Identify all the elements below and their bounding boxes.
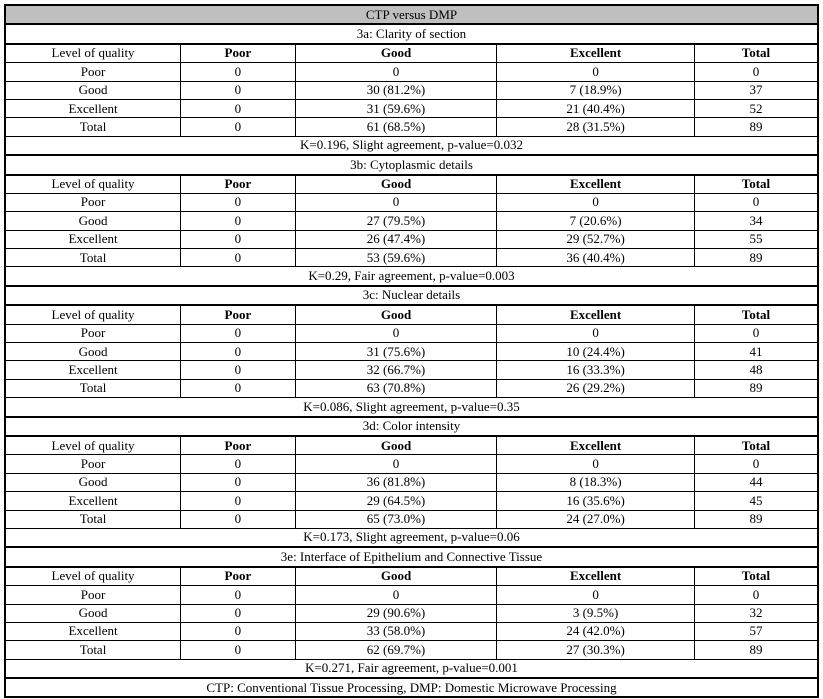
data-cell: 0 (694, 63, 818, 81)
data-cell: 0 (295, 455, 497, 473)
row-label: Good (5, 473, 181, 491)
column-header: Good (295, 175, 497, 194)
data-cell: 0 (181, 81, 296, 99)
data-cell: 29 (90.6%) (295, 604, 497, 622)
row-label: Good (5, 81, 181, 99)
data-cell: 89 (694, 118, 818, 136)
row-label: Total (5, 641, 181, 659)
data-cell: 0 (181, 379, 296, 397)
column-header: Total (694, 436, 818, 455)
row-label: Excellent (5, 492, 181, 510)
data-cell: 89 (694, 249, 818, 267)
data-cell: 41 (694, 343, 818, 361)
column-header: Good (295, 436, 497, 455)
data-cell: 32 (66.7%) (295, 361, 497, 379)
data-cell: 29 (52.7%) (497, 230, 695, 248)
column-header: Excellent (497, 567, 695, 586)
row-dimension-label: Level of quality (5, 305, 181, 324)
data-cell: 0 (497, 586, 695, 604)
data-cell: 0 (295, 63, 497, 81)
data-cell: 3 (9.5%) (497, 604, 695, 622)
row-label: Excellent (5, 361, 181, 379)
section-title: 3a: Clarity of section (5, 24, 818, 43)
data-cell: 0 (497, 455, 695, 473)
data-cell: 16 (33.3%) (497, 361, 695, 379)
section-title-row (5, 286, 818, 305)
data-cell: 0 (181, 455, 296, 473)
data-cell: 0 (181, 361, 296, 379)
section-title-row (5, 547, 818, 566)
section-title: 3e: Interface of Epithelium and Connective Tissue (5, 547, 818, 566)
table-row (5, 212, 818, 230)
stat-row (5, 267, 818, 286)
data-cell: 27 (79.5%) (295, 212, 497, 230)
table-row (5, 324, 818, 342)
row-label: Poor (5, 193, 181, 211)
data-cell: 28 (31.5%) (497, 118, 695, 136)
data-cell: 16 (35.6%) (497, 492, 695, 510)
table-row (5, 193, 818, 211)
section-title-row (5, 24, 818, 43)
column-header: Poor (181, 305, 296, 324)
kappa-stat: K=0.271, Fair agreement, p-value=0.001 (5, 659, 818, 678)
row-label: Total (5, 249, 181, 267)
row-dimension-label: Level of quality (5, 175, 181, 194)
data-cell: 57 (694, 622, 818, 640)
column-header: Good (295, 567, 497, 586)
column-header-row (5, 44, 818, 63)
data-cell: 26 (47.4%) (295, 230, 497, 248)
data-cell: 37 (694, 81, 818, 99)
column-header: Excellent (497, 44, 695, 63)
row-dimension-label: Level of quality (5, 567, 181, 586)
table-row (5, 118, 818, 136)
stat-row (5, 136, 818, 155)
data-cell: 0 (295, 324, 497, 342)
data-cell: 89 (694, 510, 818, 528)
data-cell: 63 (70.8%) (295, 379, 497, 397)
data-cell: 52 (694, 99, 818, 117)
table-body (5, 5, 818, 697)
data-cell: 0 (181, 343, 296, 361)
data-cell: 48 (694, 361, 818, 379)
data-cell: 0 (497, 63, 695, 81)
data-cell: 0 (181, 212, 296, 230)
data-cell: 24 (27.0%) (497, 510, 695, 528)
column-header: Excellent (497, 175, 695, 194)
data-cell: 0 (497, 324, 695, 342)
table-row (5, 63, 818, 81)
stat-row (5, 528, 818, 547)
table-title: CTP versus DMP (5, 5, 818, 24)
table-row (5, 230, 818, 248)
column-header: Total (694, 44, 818, 63)
table-row (5, 81, 818, 99)
table-row (5, 622, 818, 640)
row-dimension-label: Level of quality (5, 436, 181, 455)
data-cell: 55 (694, 230, 818, 248)
row-label: Poor (5, 324, 181, 342)
data-cell: 0 (181, 641, 296, 659)
kappa-stat: K=0.196, Slight agreement, p-value=0.032 (5, 136, 818, 155)
data-cell: 0 (694, 324, 818, 342)
data-cell: 0 (295, 193, 497, 211)
section-title: 3c: Nuclear details (5, 286, 818, 305)
data-cell: 61 (68.5%) (295, 118, 497, 136)
row-label: Total (5, 379, 181, 397)
row-label: Excellent (5, 99, 181, 117)
data-cell: 30 (81.2%) (295, 81, 497, 99)
column-header-row (5, 567, 818, 586)
data-cell: 44 (694, 473, 818, 491)
data-cell: 0 (181, 473, 296, 491)
data-cell: 0 (295, 586, 497, 604)
data-cell: 33 (58.0%) (295, 622, 497, 640)
column-header: Poor (181, 436, 296, 455)
data-cell: 21 (40.4%) (497, 99, 695, 117)
table-row (5, 99, 818, 117)
data-cell: 62 (69.7%) (295, 641, 497, 659)
table-row (5, 249, 818, 267)
table-row (5, 343, 818, 361)
data-cell: 0 (181, 510, 296, 528)
row-label: Poor (5, 455, 181, 473)
column-header-row (5, 436, 818, 455)
section-title-row (5, 155, 818, 174)
row-label: Good (5, 343, 181, 361)
data-cell: 7 (20.6%) (497, 212, 695, 230)
table-footnote: CTP: Conventional Tissue Processing, DMP: Domestic Microwave Processing (5, 678, 818, 697)
table-row (5, 586, 818, 604)
stat-row (5, 398, 818, 417)
column-header: Poor (181, 567, 296, 586)
row-label: Total (5, 510, 181, 528)
table-row (5, 361, 818, 379)
section-title-row (5, 417, 818, 436)
data-cell: 0 (694, 586, 818, 604)
column-header-row (5, 175, 818, 194)
data-cell: 24 (42.0%) (497, 622, 695, 640)
footnote-row (5, 678, 818, 697)
row-label: Good (5, 212, 181, 230)
data-cell: 8 (18.3%) (497, 473, 695, 491)
row-label: Excellent (5, 622, 181, 640)
table-row (5, 455, 818, 473)
column-header: Good (295, 305, 497, 324)
column-header: Poor (181, 175, 296, 194)
data-cell: 89 (694, 379, 818, 397)
column-header: Total (694, 567, 818, 586)
data-cell: 0 (181, 249, 296, 267)
data-cell: 0 (181, 193, 296, 211)
data-cell: 29 (64.5%) (295, 492, 497, 510)
data-cell: 0 (181, 586, 296, 604)
column-header-row (5, 305, 818, 324)
data-cell: 26 (29.2%) (497, 379, 695, 397)
data-cell: 65 (73.0%) (295, 510, 497, 528)
data-cell: 0 (181, 63, 296, 81)
column-header: Excellent (497, 436, 695, 455)
table-row (5, 510, 818, 528)
kappa-stat: K=0.29, Fair agreement, p-value=0.003 (5, 267, 818, 286)
table-row (5, 379, 818, 397)
data-cell: 0 (181, 99, 296, 117)
section-title: 3d: Color intensity (5, 417, 818, 436)
data-cell: 53 (59.6%) (295, 249, 497, 267)
section-title: 3b: Cytoplasmic details (5, 155, 818, 174)
table-row (5, 604, 818, 622)
data-cell: 10 (24.4%) (497, 343, 695, 361)
table-row (5, 641, 818, 659)
row-label: Total (5, 118, 181, 136)
row-label: Poor (5, 586, 181, 604)
column-header: Poor (181, 44, 296, 63)
row-label: Poor (5, 63, 181, 81)
data-cell: 89 (694, 641, 818, 659)
kappa-stat: K=0.086, Slight agreement, p-value=0.35 (5, 398, 818, 417)
data-cell: 31 (75.6%) (295, 343, 497, 361)
column-header: Good (295, 44, 497, 63)
data-cell: 0 (497, 193, 695, 211)
stat-row (5, 659, 818, 678)
table-row (5, 473, 818, 491)
row-label: Excellent (5, 230, 181, 248)
data-cell: 45 (694, 492, 818, 510)
kappa-stat: K=0.173, Slight agreement, p-value=0.06 (5, 528, 818, 547)
column-header: Total (694, 175, 818, 194)
row-label: Good (5, 604, 181, 622)
data-cell: 0 (181, 492, 296, 510)
data-cell: 7 (18.9%) (497, 81, 695, 99)
ctp-vs-dmp-table (4, 4, 819, 698)
title-row (5, 5, 818, 24)
data-cell: 0 (181, 622, 296, 640)
data-cell: 36 (81.8%) (295, 473, 497, 491)
data-cell: 27 (30.3%) (497, 641, 695, 659)
table-row (5, 492, 818, 510)
data-cell: 0 (181, 118, 296, 136)
data-cell: 0 (694, 455, 818, 473)
data-cell: 31 (59.6%) (295, 99, 497, 117)
data-cell: 36 (40.4%) (497, 249, 695, 267)
data-cell: 0 (181, 604, 296, 622)
data-cell: 0 (181, 230, 296, 248)
column-header: Total (694, 305, 818, 324)
data-cell: 0 (181, 324, 296, 342)
column-header: Excellent (497, 305, 695, 324)
data-cell: 0 (694, 193, 818, 211)
data-cell: 32 (694, 604, 818, 622)
data-cell: 34 (694, 212, 818, 230)
row-dimension-label: Level of quality (5, 44, 181, 63)
